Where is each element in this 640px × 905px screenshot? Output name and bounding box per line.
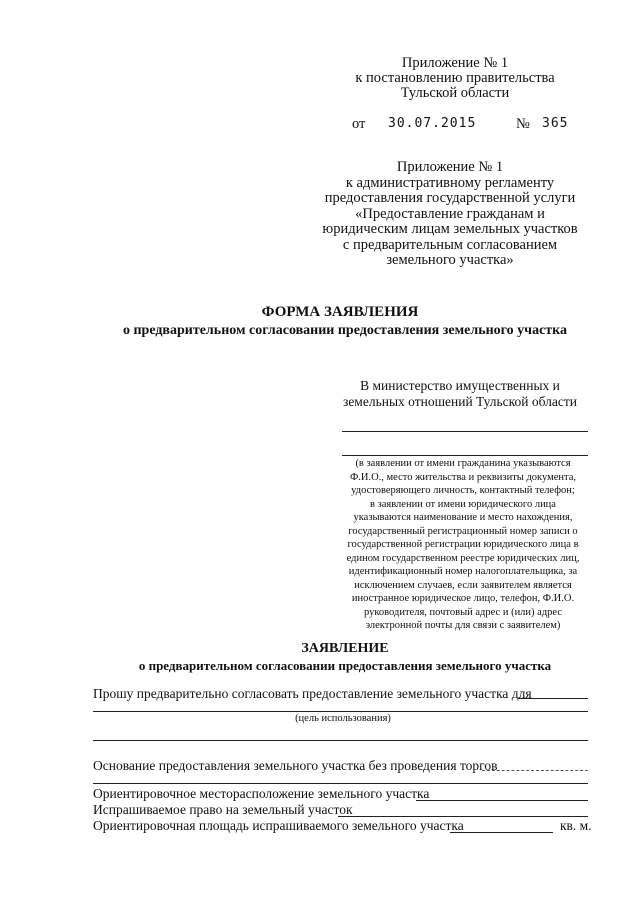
appendix2-line: земельного участка» [386,252,514,268]
applicant-note-line: электронной почты для связи с заявителем) [365,620,561,631]
purpose-blank-1[interactable] [518,698,588,699]
appendix2-line: с предварительным согласованием [342,236,558,253]
form-title: ФОРМА ЗАЯВЛЕНИЯ [261,304,419,320]
appendix1-title: Приложение № 1 [401,55,509,71]
applicant-note-line: исключением случаев, если заявителем является [354,579,572,591]
request-text: Прошу предварительно согласовать предоставление земельного участка для [93,686,532,701]
applicant-note-line: руководителя, почтовый адрес и (или) адрес [363,606,562,618]
basis-text: Основание предоставления земельного участка без проведения торгов [93,758,498,773]
appendix2-line: Приложение № 1 [396,159,504,175]
appendix1-block [330,56,580,101]
applicant-note-line: идентификационный номер налогоплательщика, за [348,566,578,577]
appendix2-line: «Предоставление гражданам и [355,205,545,222]
applicant-note-line: указываются наименование и место нахождения, [353,512,573,523]
area-blank[interactable] [450,832,553,833]
purpose-blank-3[interactable] [93,740,588,741]
location-text: Ориентировочное месторасположение земельного участка [93,786,430,801]
appendix1-line2: к постановлению правительства [355,70,555,86]
addressee-blank-line[interactable] [342,431,588,432]
appendix1-line3: Тульской области [400,85,510,101]
applicant-note-line: иностранное юридическое лицо, телефон, Ф.И.О. [351,593,575,604]
applicant-note-line: (в заявлении от имени гражданина указываются [355,458,571,469]
applicant-note-line: удостоверяющего личность, контактный телефон; [351,485,575,496]
appendix2-line: юридическим лицам земельных участков [322,221,578,237]
applicant-note-line: государственной регистрации юридического лица в [347,539,579,550]
applicant-note-line: едином государственном реестре юридических лиц, [346,552,580,564]
statement-title: ЗАЯВЛЕНИЕ [301,641,389,656]
area-unit: кв. м. [560,818,592,833]
applicant-blank-line[interactable] [342,455,588,456]
right-text: Испрашиваемое право на земельный участок [93,802,353,817]
appendix1-number: 365 [542,116,569,131]
addressee-line2: земельных отношений Тульской области [342,394,578,409]
appendix2-line: предоставления государственной услуги [324,190,576,206]
form-subtitle: о предварительном согласовании предоставления земельного участка [122,323,568,338]
addressee-block [330,378,590,410]
area-text: Ориентировочная площадь испрашиваемого земельного участка [93,818,464,833]
addressee-line1: В министерство имущественных и [360,378,560,393]
purpose-blank-2[interactable] [93,711,588,712]
location-blank[interactable] [416,800,588,801]
applicant-note-line: в заявлении от имени юридического лица [370,498,556,510]
applicant-note-line: государственный регистрационный номер записи о [348,525,578,537]
basis-blank-2[interactable] [93,783,588,784]
appendix2-block [300,160,600,269]
purpose-hint: (цель использования) [295,713,391,724]
appendix1-number-label: № [516,116,530,132]
applicant-note [330,457,596,633]
basis-blank[interactable] [482,770,588,771]
appendix1-date: 30.07.2015 [388,116,477,131]
applicant-note-line: Ф.И.О., место жительства и реквизиты документа, [349,471,577,483]
statement-subtitle: о предварительном согласовании предоставления земельного участка [138,658,552,673]
appendix2-line: к административному регламенту [345,174,555,191]
right-blank[interactable] [338,816,588,817]
appendix1-from-label: от [352,116,366,132]
